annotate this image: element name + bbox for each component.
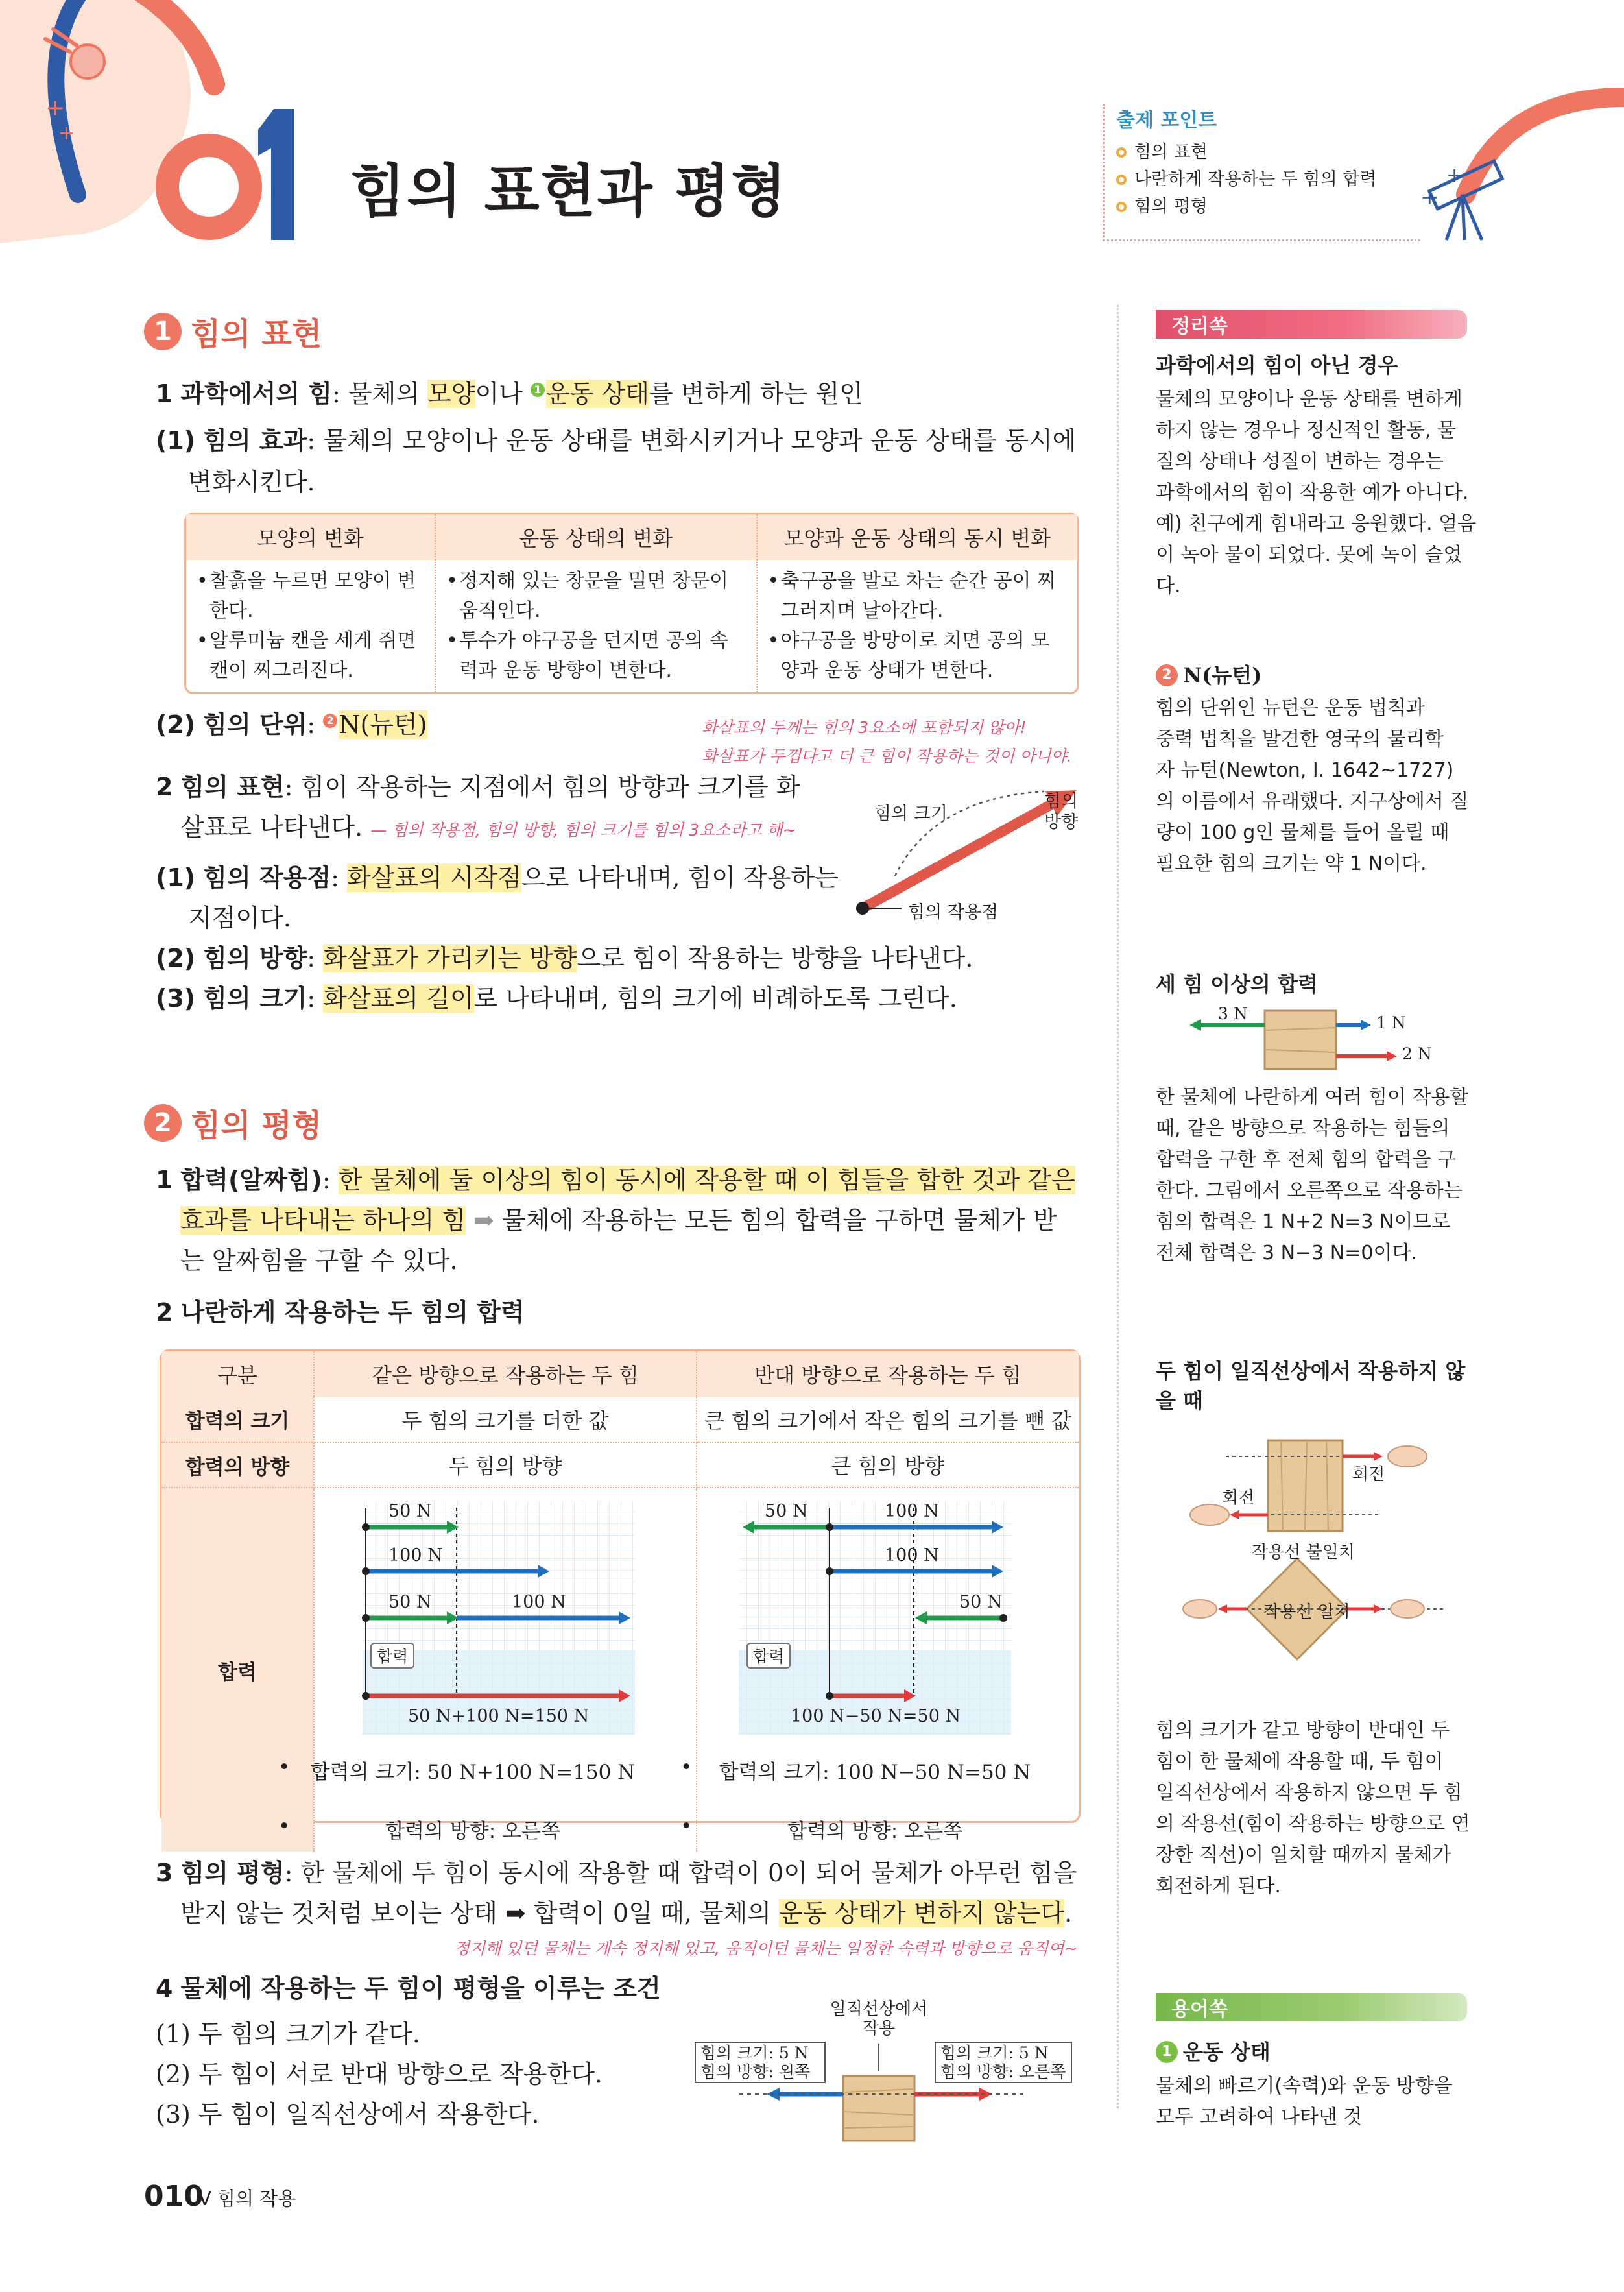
glossary-tag: 용어쏙: [1156, 1993, 1467, 2021]
list-item: • 정지해 있는 창문을 밀면 창문이 움직인다.: [446, 566, 745, 626]
list-item: • 합력의 방향: 오른쪽: [680, 1815, 1057, 1844]
arrow-icon: ➡: [473, 1206, 494, 1235]
force-direction: [156, 938, 973, 978]
text: :: [307, 944, 324, 972]
exam-point-label: 나란하게 작용하는 두 힘의 합력: [1134, 169, 1377, 189]
svg-text:+: +: [58, 122, 75, 145]
exam-point-label: 힘의 표현: [1134, 142, 1208, 162]
force-label: 100 N: [885, 1545, 939, 1565]
rotation-figure: [1187, 1427, 1466, 1661]
force-arrow-figure: [843, 772, 1103, 928]
text-line: 두 힘이 일직선상에서 작용하지 않: [1156, 1358, 1466, 1383]
footnote-badge: 2: [1156, 664, 1178, 686]
text: 힘의 방향: 오른쪽: [940, 2062, 1066, 2081]
line-of-action-label: [827, 1999, 931, 2038]
sidebar-text: [1156, 693, 1480, 880]
text-line: 질의 상태나 성질이 변하는 경우는: [1156, 450, 1444, 473]
sidebar-divider: [1117, 305, 1119, 2108]
text-line: 합력을 구한 후 전체 힘의 합력을 구: [1156, 1148, 1456, 1171]
text-line: 물체의 빠르기(속력)와 운동 방향을: [1156, 2075, 1453, 2097]
item-number: (3): [156, 984, 196, 1013]
text-line: 중력 법칙을 발견한 영국의 물리학: [1156, 728, 1444, 751]
page-number: 010: [144, 2180, 204, 2213]
highlight: 화살표의 시작점: [346, 863, 521, 892]
text: .: [1064, 1899, 1073, 1927]
text-line: 힘의 단위인 뉴턴은 운동 법칙과: [1156, 697, 1425, 719]
net-force-def: [156, 1160, 1075, 1200]
highlight: N(뉴턴): [339, 710, 427, 739]
table-header: 모양의 변화: [186, 514, 435, 560]
condition-item: (3) 두 힘이 일직선상에서 작용한다.: [156, 2100, 540, 2129]
equilibrium-note: 정지해 있던 물체는 계속 정지해 있고, 움직이던 물체는 일정한 속력과 방향으로 움직여~: [454, 1939, 1078, 1958]
text: :: [331, 863, 347, 892]
sidebar-heading: 과학에서의 힘이 아닌 경우: [1156, 353, 1398, 378]
force-unit: [156, 705, 427, 745]
text-line: 힘이 한 물체에 작용할 때, 두 힘이: [1156, 1750, 1444, 1773]
text: :: [307, 710, 324, 739]
force-label: 1 N: [1376, 1013, 1406, 1032]
list-item: • 투수가 야구공을 던지면 공의 속력과 운동 방향이 변한다.: [446, 626, 745, 686]
condition-item: (1) 두 힘의 크기가 같다.: [156, 2020, 420, 2048]
text-line: 과학에서의 힘이 작용한 예가 아니다.: [1156, 481, 1469, 504]
force-effect: [156, 420, 1076, 461]
row-header: 합력: [161, 1488, 314, 1852]
term: 합력(알짜힘): [180, 1166, 322, 1194]
condition-item: (2) 두 힘이 서로 반대 방향으로 작용한다.: [156, 2060, 603, 2088]
text-line: 량이 100 g인 물체를 들어 올릴 때: [1156, 821, 1450, 844]
same-direction-cell: [310, 1488, 697, 1852]
three-forces-figure: [1187, 1004, 1459, 1076]
text-line: 한 물체에 나란하게 여러 힘이 작용할: [1156, 1086, 1469, 1109]
arrow-point-label: 힘의 작용점: [908, 902, 998, 923]
highlight: 한 물체에 둘 이상의 힘이 동시에 작용할 때 이 힘들을 합한 것과 같은: [338, 1166, 1075, 1194]
footnote-marker: 1: [531, 383, 545, 397]
table-header: 같은 방향으로 작용하는 두 힘: [314, 1351, 697, 1397]
equilibrium-def-cont: [180, 1893, 1072, 1933]
term: 힘의 평형: [180, 1859, 285, 1887]
item-number: (2): [156, 710, 196, 739]
row-header: 합력의 크기: [161, 1397, 314, 1442]
result-label: 100 N−50 N=50 N: [791, 1706, 961, 1726]
text: :: [307, 984, 324, 1013]
sidebar-text: [1156, 384, 1480, 602]
right-force-label: [940, 2044, 1066, 2081]
section-title: 힘의 평형: [191, 1107, 322, 1144]
text: :: [322, 1166, 339, 1194]
exam-point-item: [1116, 139, 1420, 166]
force-magnitude: [156, 978, 957, 1019]
text: : 힘이 작용하는 지점에서 힘의 방향과 크기를 화: [284, 773, 800, 801]
result-tag: 합력: [370, 1643, 414, 1669]
bullet-icon: [1116, 175, 1127, 185]
term: 힘의 표현: [180, 773, 285, 801]
equilibrium-conditions-heading: [156, 1968, 661, 2009]
arrow-size-label: 힘의 크기: [874, 804, 948, 824]
arrow-direction-label: [1044, 791, 1078, 833]
subheading: 물체에 작용하는 두 힘이 평형을 이루는 조건: [180, 1974, 661, 2003]
bullet-icon: [1116, 202, 1127, 212]
text: 를 변하게 하는 원인: [649, 380, 863, 408]
text: 힘의: [1044, 791, 1079, 812]
highlight: 화살표의 길이: [323, 984, 474, 1013]
item-number: 2: [156, 773, 173, 801]
highlight: 화살표가 가리키는 방향: [323, 944, 577, 972]
net-force-def-cont: [180, 1200, 1057, 1240]
list-item: • 축구공을 발로 차는 순간 공이 찌그러지며 날아간다.: [768, 566, 1067, 626]
text-line: 장한 직선)이 일치할 때까지 물체가: [1156, 1844, 1451, 1866]
text-line: 하지 않는 경우나 정신적인 활동, 물: [1156, 419, 1456, 442]
term: 힘의 단위: [203, 710, 307, 739]
rotation-label: 회전: [1352, 1465, 1385, 1484]
equilibrium-figure: [681, 1998, 1083, 2147]
item-number: 1: [156, 1166, 173, 1194]
text-line: 을 때: [1156, 1388, 1203, 1413]
force-expression: [156, 767, 800, 807]
text-line: 힘의 합력은 1 N+2 N=3 N이므로: [1156, 1211, 1451, 1233]
text: 방향: [1044, 812, 1079, 832]
text-line: 한다. 그림에서 오른쪽으로 작용하는: [1156, 1179, 1463, 1202]
text: 살표로 나타낸다.: [180, 813, 363, 841]
text: 로 나타내며, 힘의 크기에 비례하도록 그린다.: [473, 984, 957, 1013]
table-cell: [757, 560, 1077, 692]
figure-caption: 작용선 불일치: [1252, 1543, 1355, 1562]
text-line: 일직선상에서 작용하지 않으면 두 힘: [1156, 1781, 1463, 1804]
highlight: 모양: [427, 380, 475, 408]
force-label: 100 N: [388, 1545, 443, 1565]
term: 과학에서의 힘: [180, 380, 333, 408]
rotation-label: 회전: [1222, 1488, 1255, 1508]
text-line: 전체 합력은 3 N−3 N=0이다.: [1156, 1242, 1417, 1264]
list-item: • 찰흙을 누르면 모양이 변한다.: [197, 566, 424, 626]
item-number: 4: [156, 1974, 173, 2003]
text-line: 의 작용선(힘이 작용하는 방향으로 연: [1156, 1813, 1470, 1835]
svg-text:+: +: [45, 95, 66, 121]
force-label: 2 N: [1402, 1044, 1432, 1063]
text: 으로 나타내며, 힘이 작용하는: [521, 863, 839, 892]
section-title: 힘의 표현: [191, 316, 322, 352]
text-line: 자 뉴턴(Newton, I. 1642~1727): [1156, 759, 1454, 782]
force-definition: [156, 374, 863, 414]
text: 일직선상에서: [830, 1999, 928, 2019]
text-line: 이 녹아 물이 되었다. 못에 녹이 슬었다.: [1156, 544, 1463, 597]
force-label: 50 N: [765, 1501, 808, 1521]
section-badge: 1: [144, 313, 182, 350]
force-effect-cont: 변화시킨다.: [188, 468, 315, 496]
highlight: 운동 상태가 변하지 않는다: [779, 1899, 1065, 1927]
text-line: 의 이름에서 유래했다. 지구상에서 질: [1156, 790, 1469, 813]
text: 힘의 크기: 5 N: [940, 2044, 1049, 2062]
table-cell: 두 힘의 방향: [314, 1442, 697, 1488]
text-line: 모두 고려하여 나타낸 것: [1156, 2106, 1363, 2129]
svg-text:+: +: [1446, 164, 1463, 187]
highlight: 운동 상태: [546, 380, 649, 408]
result-label: 50 N+100 N=150 N: [408, 1706, 590, 1726]
list-item: • 합력의 크기: 100 N−50 N=50 N: [680, 1755, 1057, 1785]
force-label: 100 N: [885, 1501, 939, 1521]
table-header: 모양과 운동 상태의 동시 변화: [757, 514, 1077, 560]
table-header: 운동 상태의 변화: [435, 514, 756, 560]
list-item: • 합력의 크기: 50 N+100 N=150 N: [278, 1755, 654, 1785]
opposite-direction-cell: [697, 1488, 1079, 1852]
text: 으로 힘이 작용하는 방향을 나타낸다.: [577, 944, 973, 972]
text: 힘의 방향: 왼쪽: [700, 2062, 811, 2081]
exam-point-item: [1116, 193, 1420, 221]
row-header: 합력의 방향: [161, 1442, 314, 1488]
section-badge: 2: [144, 1104, 182, 1142]
item-number: 1: [156, 380, 173, 408]
table-cell: 큰 힘의 크기에서 작은 힘의 크기를 뺀 값: [697, 1397, 1079, 1442]
subheading: 나란하게 작용하는 두 힘의 합력: [180, 1298, 525, 1327]
table-cell: 두 힘의 크기를 더한 값: [314, 1397, 697, 1442]
text: : 한 물체에 두 힘이 동시에 작용할 때 합력이 0이 되어 물체가 아무런 힘을: [284, 1859, 1077, 1887]
force-label: 100 N: [512, 1592, 566, 1612]
chapter-number: [144, 96, 313, 248]
exam-points-box: [1103, 104, 1420, 241]
exam-point-item: [1116, 166, 1420, 193]
arrow-note-1: 화살표의 두께는 힘의 3요소에 포함되지 않아!: [702, 718, 1027, 737]
sidebar-text: [1156, 2071, 1480, 2133]
list-item: • 야구공을 방망이로 치면 공의 모양과 운동 상태가 변한다.: [768, 626, 1067, 686]
text: 이나: [475, 380, 531, 408]
term: 힘의 효과: [203, 426, 307, 455]
result-tag: 합력: [746, 1643, 791, 1669]
table-cell: [186, 560, 435, 692]
text: 물체에 작용하는 모든 힘의 합력을 구하면 물체가 받: [494, 1206, 1057, 1235]
term: 힘의 작용점: [203, 863, 331, 892]
sidebar-heading: [1156, 660, 1261, 690]
page-title: 힘의 표현과 평형: [350, 158, 788, 224]
force-label: 50 N: [959, 1592, 1003, 1612]
net-force-def-cont: 는 알짜힘을 구할 수 있다.: [180, 1246, 458, 1275]
arrow-note-2: 화살표가 두껍다고 더 큰 힘이 작용하는 것이 아니야.: [702, 747, 1072, 766]
sidebar-text: [1156, 1082, 1480, 1269]
sidebar-heading: [1156, 1356, 1465, 1416]
parallel-forces-heading: [156, 1292, 525, 1333]
text-line: 때, 같은 방향으로 작용하는 힘들의: [1156, 1117, 1450, 1140]
list-item: • 알루미늄 캔을 세게 쥐면 캔이 찌그러진다.: [197, 626, 424, 686]
sidebar-heading: 세 힘 이상의 합력: [1156, 972, 1318, 996]
text: : 물체의 모양이나 운동 상태를 변화시키거나 모양과 운동 상태를 동시에: [307, 426, 1077, 455]
parallel-forces-table: [160, 1349, 1081, 1843]
text: N(뉴턴): [1183, 663, 1262, 688]
item-number: (1): [156, 426, 196, 455]
bullet-icon: [1116, 147, 1127, 158]
item-number: (1): [156, 863, 196, 892]
term: 힘의 방향: [203, 944, 307, 972]
text-line: 예) 친구에게 힘내라고 응원했다. 얼음: [1156, 513, 1477, 535]
table-cell: [435, 560, 756, 692]
exam-point-label: 힘의 평형: [1134, 197, 1208, 217]
table-cell: 큰 힘의 방향: [697, 1442, 1079, 1488]
same-direction-figure: [310, 1488, 693, 1852]
figure-caption: 작용선 일치: [1263, 1602, 1350, 1622]
list-item: • 합력의 방향: 오른쪽: [278, 1815, 654, 1844]
force-expression-cont: [180, 807, 796, 850]
section-heading: [144, 309, 322, 354]
item-number: 3: [156, 1859, 173, 1887]
text: : 물체의: [332, 380, 428, 408]
telescope-decoration: [1394, 84, 1624, 253]
text: 운동 상태: [1183, 2040, 1271, 2064]
left-force-label: [700, 2044, 810, 2081]
text: 받지 않는 것처럼 보이는 상태 ➡ 합력이 0일 때, 물체의: [180, 1899, 780, 1927]
sidebar-text: [1156, 1715, 1480, 1902]
text-line: 힘의 크기가 같고 방향이 반대인 두: [1156, 1719, 1450, 1742]
term: 힘의 크기: [203, 984, 307, 1013]
exam-points-title: 출제 포인트: [1116, 109, 1217, 132]
section-heading: [144, 1100, 322, 1145]
force-label: 3 N: [1218, 1004, 1248, 1023]
svg-text:+: +: [1420, 184, 1439, 210]
force-label: 50 N: [388, 1592, 432, 1612]
item-number: (2): [156, 944, 196, 972]
text-line: 회전하게 된다.: [1156, 1875, 1281, 1898]
item-number: 2: [156, 1298, 173, 1327]
equilibrium-def: [156, 1853, 1077, 1893]
sidebar-heading: [1156, 2037, 1271, 2067]
force-effect-table: [184, 513, 1079, 694]
table-header: 구분: [161, 1351, 314, 1397]
telescope-icon: [1429, 161, 1502, 240]
force-label: 50 N: [388, 1501, 432, 1521]
footnote-marker: 2: [323, 714, 337, 728]
opposite-direction-figure: [700, 1488, 1076, 1852]
summary-tag: 정리쏙: [1156, 310, 1467, 339]
text-line: 필요한 힘의 크기는 약 1 N이다.: [1156, 852, 1427, 875]
chapter-label: V 힘의 작용: [198, 2188, 296, 2210]
highlight: 효과를 나타내는 하나의 힘: [180, 1206, 466, 1235]
action-point: [156, 858, 839, 898]
side-note: — 힘의 작용점, 힘의 방향, 힘의 크기를 힘의 3요소라고 해~: [370, 821, 796, 839]
text: 작용: [862, 2019, 896, 2038]
table-header: 반대 방향으로 작용하는 두 힘: [697, 1351, 1079, 1397]
footnote-badge: 1: [1156, 2041, 1178, 2063]
text: 힘의 크기: 5 N: [700, 2044, 809, 2062]
text-line: 물체의 모양이나 운동 상태를 변하게: [1156, 388, 1463, 411]
action-point-cont: 지점이다.: [188, 904, 291, 932]
